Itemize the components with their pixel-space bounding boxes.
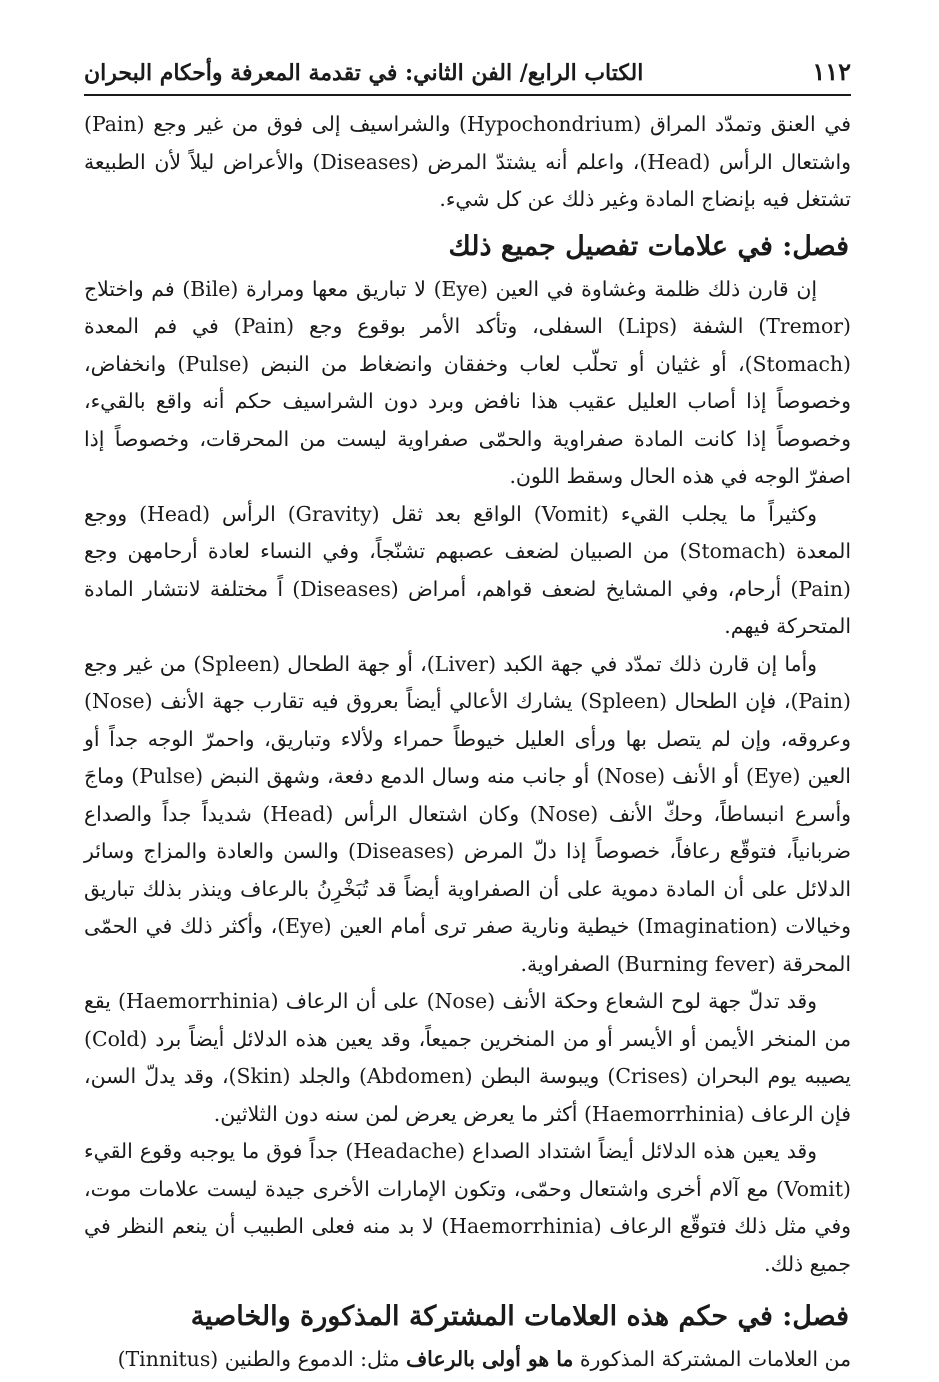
line-start: من العلامات المشتركة المذكورة	[579, 1347, 851, 1371]
continuation-paragraph: في العنق وتمدّد المراق (Hypochondrium) والشراسيف إلى فوق من غير وجع (Pain) واشتعال الرأس (Head)، واعلم أنه يشتدّ المرض (Diseases) والأعراض ليلاً لأن الطبيعة تشتغل فيه بإنضاج المادة وغير ذلك عن كل شيء.	[84, 112, 851, 211]
running-header	[84, 40, 851, 96]
page-number: ١١٢	[812, 57, 851, 86]
paragraph: وقد يعين هذه الدلائل أيضاً اشتداد الصداع (Headache) جداً فوق ما يوجبه وقوع القيء (Vomit) مع آلام أخرى واشتعال وحمّى، وتكون الإمارات الأخرى جيدة ليست علامات موت، وفي مثل ذلك فتوقّع الرعاف (Haemorrhinia) لا بد منه فعلى الطبيب أن ينعم النظر في جميع ذلك.	[84, 1139, 851, 1276]
paragraph-last-line	[84, 1341, 851, 1379]
bold-phrase: ما هو أولى بالرعاف	[406, 1347, 574, 1371]
section-heading-details: فصل: في علامات تفصيل جميع ذلك	[448, 230, 849, 262]
header-title: الكتاب الرابع/ الفن الثاني: في تقدمة المعرفة وأحكام البحران	[84, 60, 644, 86]
paragraph: وأما إن قارن ذلك تمدّد في جهة الكبد (Liver)، أو جهة الطحال (Spleen) من غير وجع (Pain)، فإن الطحال (Spleen) يشارك الأعالي أيضاً بعروق فيه تقارب جهة الأنف (Nose) وعروقه، وإن لم يتصل بها ورأى العليل خيوطاً حمراء ولألاء وتباريق، واحمرّ الوجه جداً أو العين (Eye) أو الأنف (Nose) أو جانب منه وسال الدمع دفعة، وشهق النبض (Pulse) وماجَ وأسرع انبساطاً، وحكّ الأنف (Nose) وكان اشتعال الرأس (Head) شديداً جداً والصداع ضربانياً، فتوقّع رعافاً، خصوصاً إذا دلّ المرض (Diseases) والسن والعادة والمزاج وسائر الدلائل على أن المادة دموية على أن الصفراوية أيضاً قد تُبَخْرِنُ بالرعاف وينذر بذلك تباريق وخيالات (Imagination) خيطية ونارية صفر ترى أمام العين (Eye)، وأكثر ذلك في الحمّى المحرقة (Burning fever) الصفراوية.	[84, 651, 852, 976]
line-end: مثل: الدموع والطنين (Tinnitus)	[117, 1347, 400, 1371]
page-body	[84, 106, 851, 1379]
paragraph: وقد تدلّ جهة لوح الشعاع وحكة الأنف (Nose) على أن الرعاف (Haemorrhinia) يقع من المنخر الأيمن أو الأيسر أو من المنخرين جميعاً، وقد يعين هذه الدلائل أيضاً برد (Cold) يصيبه يوم البحران (Crises) ويبوسة البطن (Abdomen) والجلد (Skin)، وقد يدلّ السن، فإن الرعاف (Haemorrhinia) أكثر ما يعرض يعرض لمن سنه دون الثلاثين.	[84, 989, 851, 1126]
section-heading-shared-signs: فصل: في حكم هذه العلامات المشتركة المذكورة والخاصية	[190, 1301, 849, 1332]
paragraph: وكثيراً ما يجلب القيء (Vomit) الواقع بعد ثقل (Gravity) الرأس (Head) ووجع المعدة (Stomach) من الصبيان لضعف عصبهم تشنّجاً، وفي النساء لعادة أرحامهن وجع (Pain) أرحام، وفي المشايخ لضعف قواهم، أمراض (Diseases) اً مختلفة لانتشار المادة المتحركة فيهم.	[84, 501, 852, 638]
paragraph: إن قارن ذلك ظلمة وغشاوة في العين (Eye) لا تباريق معها ومرارة (Bile) فم واختلاج (Tremor) الشفة (Lips) السفلى، وتأكد الأمر بوقوع وجع (Pain) في فم المعدة (Stomach)، أو غثيان أو تحلّب لعاب وخفقان وانضغاط من النبض (Pulse) وانخفاض، وخصوصاً إذا أصاب العليل عقيب هذا نافض وبرد دون الشراسيف حكم أنه واقع بالقيء، وخصوصاً إذا كانت المادة صفراوية والحمّى صفراوية ليست من المحرقات، وخصوصاً إذا اصفرّ الوجه في هذه الحال وسقط اللون.	[84, 276, 851, 488]
